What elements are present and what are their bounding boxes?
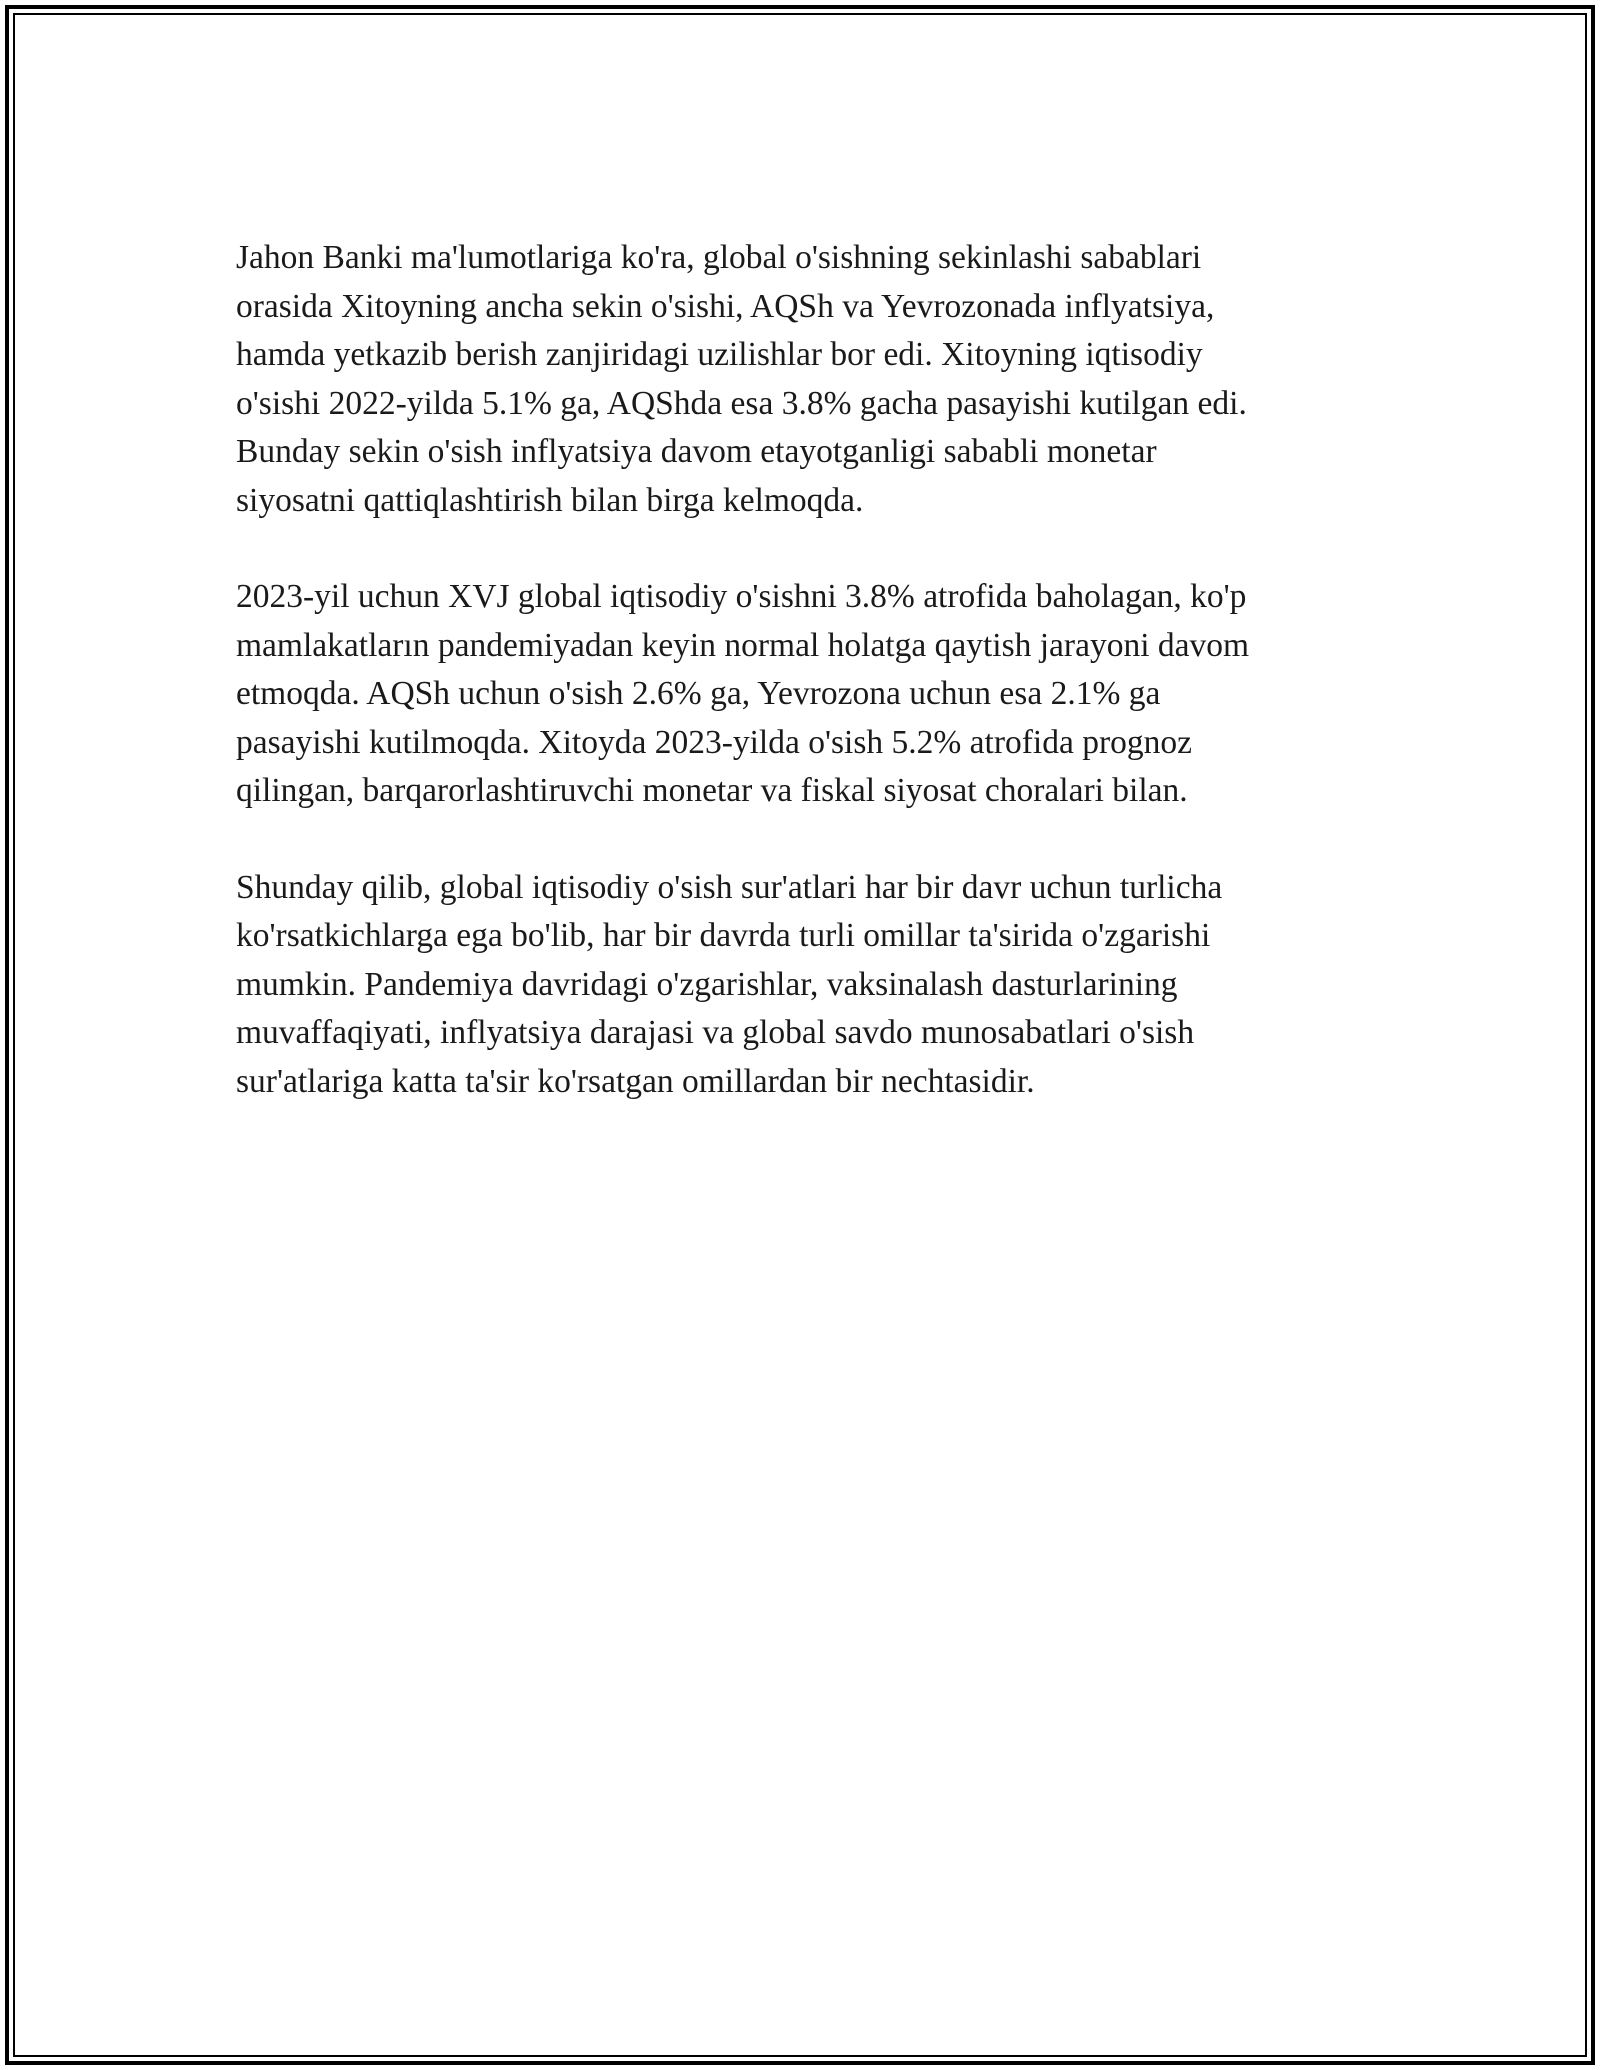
paragraph-imf-2023: 2023-yil uchun XVJ global iqtisodiy o'sishni 3.8% atrofida baholagan, ko'p mamlakatların pandemiyadan keyin normal holatga qaytish jarayoni davom etmoqda. AQSh uchun o'sish 2.6% ga, Yevrozona uchun esa 2.1% ga pasayishi kutilmoqda. Xitoyda 2023-yilda o'sish 5.2% atrofida prognoz qilingan, barqarorlashtiruvchi monetar va fiskal siyosat choralari bilan. xyxy=(236,578,1250,809)
document-body xyxy=(236,234,1366,1154)
paragraph-conclusion: Shunday qilib, global iqtisodiy o'sish sur'atlari har bir davr uchun turlicha ko'rsatkichlarga ega bo'lib, har bir davrda turli omillar ta'sirida o'zgarishi mumkin. Pandemiya davridagi o'zgarishlar, vaksinalash dasturlarining muvaffaqiyati, inflyatsiya darajasi va global savdo munosabatlari o'sish sur'atlariga katta ta'sir ko'rsatgan omillardan bir nechtasidir. xyxy=(236,868,1223,1100)
paragraph-world-bank: Jahon Banki ma'lumotlariga ko'ra, global o'sishning sekinlashi sabablari orasida Xitoyning ancha sekin o'sishi, AQSh va Yevrozonada inflyatsiya, hamda yetkazib berish zanjiridagi uzilishlar bor edi. Xitoyning iqtisodiy o'sishi 2022-yilda 5.1% ga, AQShda esa 3.8% gacha pasayishi kutilgan edi. Bunday sekin o'sish inflyatsiya davom etayotganligi sababli monetar siyosatni qattiqlashtirish bilan birga kelmoqda. xyxy=(236,239,1247,519)
